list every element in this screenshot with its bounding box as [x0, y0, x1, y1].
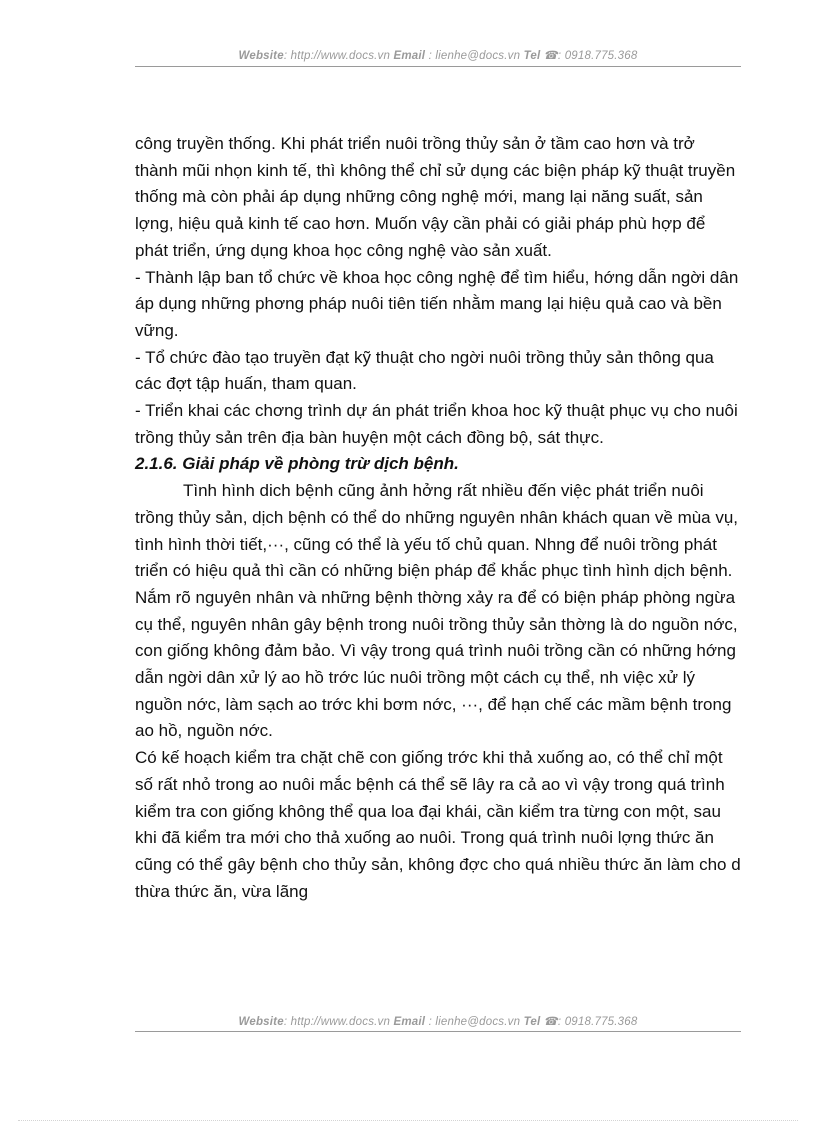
phone-icon: ☎ — [543, 1016, 558, 1028]
header-website-label: Website — [238, 50, 284, 62]
header-rule — [135, 66, 741, 67]
paragraph-intro: công truyền thống. Khi phát triển nuôi trồng thủy sản ở tầm cao hơn và trở thành mũi nhọn kinh tế, thì không thể chỉ sử dụng các biện pháp kỹ thuật truyền thống mà còn phải áp dụng những công nghệ mới, mang lại năng suất, sản lợng, hiệu quả kinh tế cao hơn. Muốn vậy cần phải có giải pháp phù hợp để phát triển, ứng dụng khoa học công nghệ vào sản xuất. — [135, 134, 736, 260]
header-email-label: Email — [393, 50, 426, 62]
document-body — [135, 131, 741, 905]
bullet-item: - Tổ chức đào tạo truyền đạt kỹ thuật cho ngời nuôi trồng thủy sản thông qua các đợt tập huấn, tham quan. — [135, 347, 714, 394]
page-footer — [135, 1014, 741, 1028]
page-edge-divider — [18, 1120, 798, 1121]
footer-email-link[interactable]: lienhe@docs.vn — [435, 1016, 521, 1028]
header-website-sep: : — [283, 50, 291, 62]
header-website-link[interactable]: http://www.docs.vn — [290, 50, 391, 62]
header-tel-value: : 0918.775.368 — [557, 50, 638, 62]
paragraph-inspection: Có kế hoạch kiểm tra chặt chẽ con giống trớc khi thả xuống ao, có thể chỉ một số rất nhỏ trong ao nuôi mắc bệnh cá thể sẽ lây ra cả ao vì vậy trong quá trình kiểm tra con giống không thể qua loa đại khái, cần kiểm tra từng con một, sau khi đã kiểm tra mới cho thả xuống ao nuôi. Trong quá trình nuôi lợng thức ăn cũng có thể gây bệnh cho thủy sản, không đợc cho quá nhiều thức ăn làm cho d thừa thức ăn, vừa lãng — [135, 748, 741, 901]
footer-website-link[interactable]: http://www.docs.vn — [290, 1016, 391, 1028]
bullet-item: - Triển khai các chơng trình dự án phát triển khoa hoc kỹ thuật phục vụ cho nuôi trồng thủy sản trên địa bàn huyện một cách đồng bộ, sát thực. — [135, 401, 738, 447]
header-tel-label: Tel — [523, 50, 541, 62]
section-heading: 2.1.6. Giải pháp về phòng trừ dịch bệnh. — [135, 454, 459, 474]
footer-email-label: Email — [393, 1016, 426, 1028]
bullet-item: - Thành lập ban tổ chức về khoa học công nghệ để tìm hiểu, hớng dẫn ngời dân áp dụng những phơng pháp nuôi tiên tiến nhằm mang lại hiệu quả cao và bền vững. — [135, 267, 739, 340]
header-email-sep: : — [425, 50, 436, 62]
paragraph-disease: Tình hình dich bệnh cũng ảnh hởng rất nhiều đến việc phát triển nuôi trồng thủy sản, dịch bệnh có thể do những nguyên nhân khách quan về mùa vụ, tình hình thời tiết,···, cũng có thể là yếu tố chủ quan. Nhng để nuôi trồng phát triển có hiệu quả thì cần có những biện pháp để khắc phục tình hình dịch bệnh. Nắm rõ nguyên nhân và những bệnh thờng xảy ra để có biện pháp phòng ngừa cụ thể, nguyên nhân gây bệnh trong nuôi trồng thủy sản thờng là do nguồn nớc, con giống không đảm bảo. Vì vậy trong quá trình nuôi trồng cần có những hớng dẫn ngời dân xử lý ao hồ trớc lúc nuôi trồng một cách cụ thể, nh việc xử lý nguồn nớc, làm sạch ao trớc khi bơm nớc, ···, để hạn chế các mầm bệnh trong ao hồ, nguồn nớc. — [135, 481, 739, 741]
footer-rule — [135, 1031, 741, 1032]
footer-tel-value: : 0918.775.368 — [557, 1016, 638, 1028]
header-email-link[interactable]: lienhe@docs.vn — [435, 50, 521, 62]
phone-icon: ☎ — [543, 50, 558, 62]
page-header — [135, 48, 741, 62]
footer-website-sep: : — [283, 1016, 291, 1028]
footer-email-sep: : — [425, 1016, 436, 1028]
footer-website-label: Website — [238, 1016, 284, 1028]
footer-tel-label: Tel — [523, 1016, 541, 1028]
